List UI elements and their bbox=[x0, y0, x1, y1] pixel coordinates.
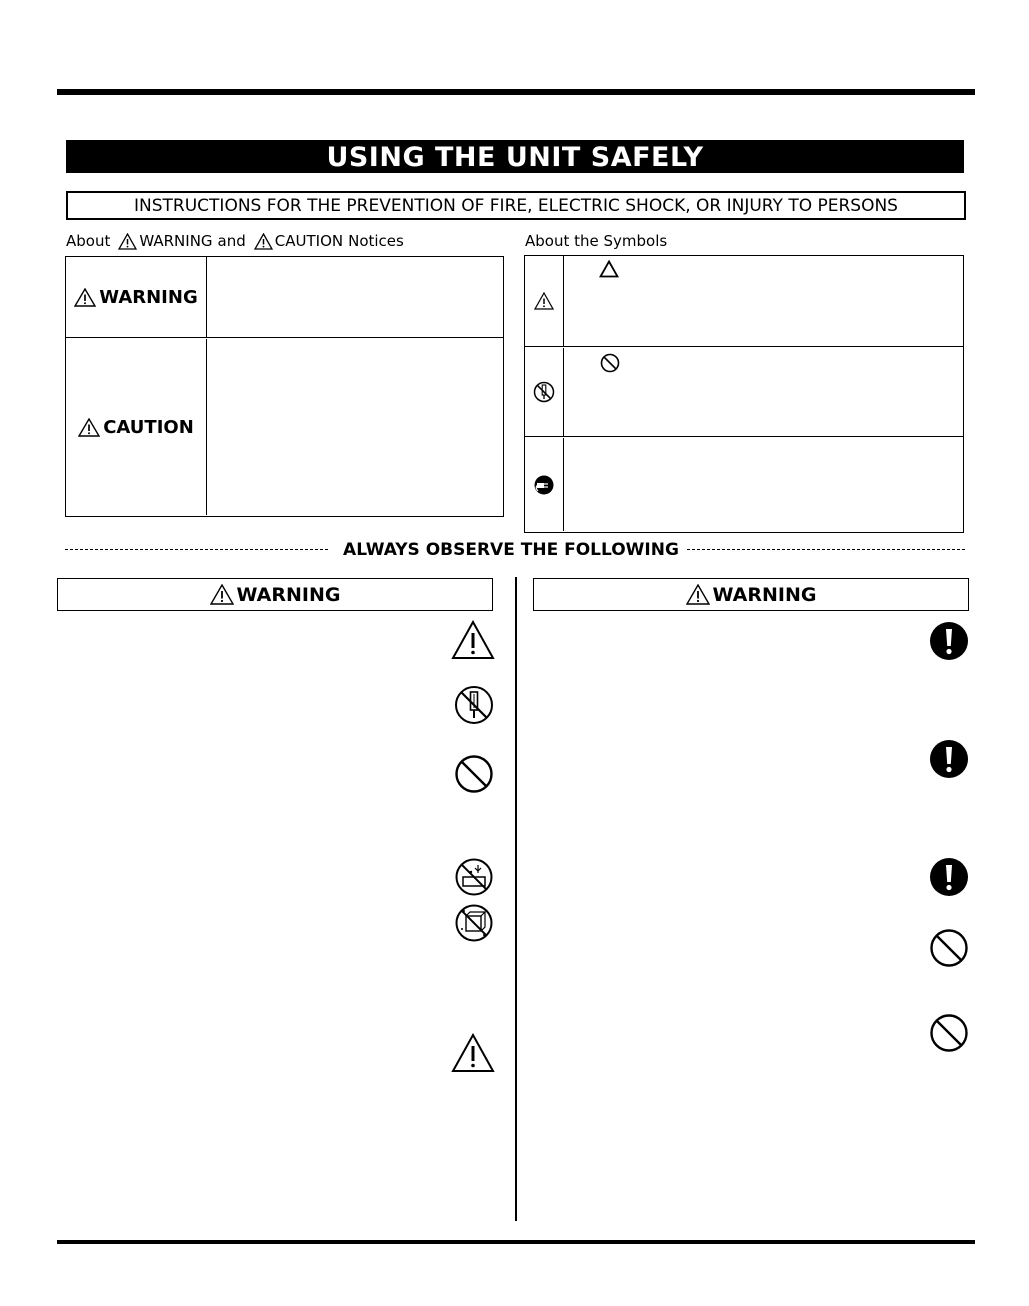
no-water-icon bbox=[454, 857, 494, 897]
outline-triangle-icon bbox=[599, 260, 619, 278]
caption-word-caution: CAUTION bbox=[274, 232, 344, 250]
notices-caption bbox=[66, 230, 404, 252]
unplug-icon bbox=[533, 474, 555, 496]
mandatory-icon bbox=[929, 739, 969, 779]
observe-divider bbox=[65, 538, 965, 562]
caption-prefix: About bbox=[66, 232, 111, 250]
caution-triangle-icon bbox=[451, 1033, 495, 1073]
caption-suffix: Notices bbox=[348, 232, 404, 250]
notices-table bbox=[65, 256, 504, 517]
dashed-line-left bbox=[65, 549, 328, 550]
mandatory-icon bbox=[929, 621, 969, 661]
no-disassembly-icon bbox=[454, 685, 494, 725]
caution-triangle-icon bbox=[451, 620, 495, 660]
column-divider bbox=[515, 577, 517, 1221]
caption-and: and bbox=[217, 232, 246, 250]
prohibited-icon bbox=[929, 1013, 969, 1053]
no-disassembly-icon bbox=[533, 381, 555, 403]
top-rule bbox=[57, 89, 975, 95]
symbols-row-caution bbox=[525, 256, 963, 347]
right-warning-label: WARNING bbox=[712, 583, 817, 606]
symbols-row-prohibited bbox=[525, 348, 963, 437]
bottom-rule bbox=[57, 1240, 975, 1244]
no-wet-location-icon bbox=[454, 903, 494, 943]
observe-label: ALWAYS OBSERVE THE FOLLOWING bbox=[343, 540, 679, 560]
left-warning-heading bbox=[57, 578, 493, 611]
prohibited-icon bbox=[929, 928, 969, 968]
caution-triangle-icon bbox=[534, 292, 554, 310]
warning-label-cell bbox=[66, 257, 207, 337]
caption-word-warning: WARNING bbox=[139, 232, 213, 250]
warning-triangle-icon bbox=[118, 233, 137, 250]
warning-label: WARNING bbox=[99, 286, 198, 308]
warning-triangle-icon bbox=[686, 584, 710, 605]
page-subtitle: INSTRUCTIONS FOR THE PREVENTION OF FIRE, ELECTRIC SHOCK, OR INJURY TO PERSONS bbox=[66, 191, 966, 220]
symbols-caption: About the Symbols bbox=[525, 232, 668, 250]
left-warning-label: WARNING bbox=[236, 583, 341, 606]
warning-triangle-icon bbox=[74, 288, 96, 307]
caution-triangle-icon bbox=[78, 418, 100, 437]
notices-row-caution bbox=[66, 339, 503, 515]
prohibited-icon bbox=[454, 754, 494, 794]
symbols-table bbox=[524, 255, 964, 533]
symbols-row-mandatory bbox=[525, 438, 963, 531]
caution-label: CAUTION bbox=[103, 416, 194, 438]
right-warning-heading bbox=[533, 578, 969, 611]
caution-triangle-icon bbox=[254, 233, 273, 250]
warning-triangle-icon bbox=[210, 584, 234, 605]
prohibited-icon bbox=[599, 352, 621, 374]
caution-label-cell bbox=[66, 339, 207, 515]
mandatory-icon bbox=[929, 857, 969, 897]
notices-row-warning bbox=[66, 257, 503, 338]
page-title: USING THE UNIT SAFELY bbox=[66, 140, 964, 173]
dashed-line-right bbox=[687, 549, 965, 550]
